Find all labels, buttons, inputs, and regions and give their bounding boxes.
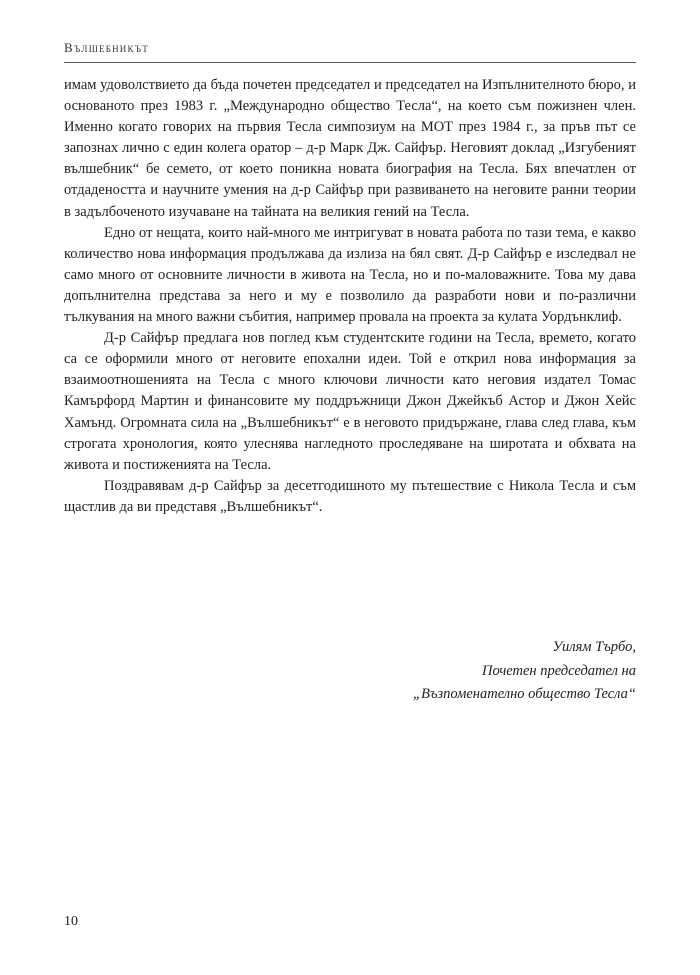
header-divider bbox=[64, 62, 636, 63]
page-number: 10 bbox=[64, 914, 78, 929]
paragraph-2: Едно от нещата, които най-много ме интригуват в новата работа по тази тема, е какво количество нова информация продължава да излиза на бял свят. Д-р Сайфър е изследвал не само много от основните личности в живота на Тесла, но и по-маловажните. Това му дава допълнителна представа за него и му е позволило да разработи нови и по-различни тълкувания на много важни събития, например провала на проекта за кулата Уордънклиф. bbox=[64, 224, 636, 326]
paragraph-3: Д-р Сайфър предлага нов поглед към студентските години на Тесла, времето, когато са се оформили много от неговите епохални идеи. Той е открил нова информация за взаимоотношенията на Тесла с много ключови личности като неговия издател Томас Камърфорд Мартин и финансовите му поддръжници Джон Джейкъб Астор и Джон Хейс Хамънд. Огромната сила на „Вълшебникът“ е в неговото придържане, глава след глава, към строгата хронология, която улеснява нагледното проследяване на широтата и обхвата на живота и постиженията на Тесла. bbox=[64, 330, 636, 473]
signature-title: Почетен председател на bbox=[482, 662, 636, 679]
signature-block bbox=[413, 636, 636, 707]
running-header: Вълшебникът bbox=[64, 40, 149, 55]
body-text bbox=[64, 75, 636, 518]
paragraph-1: имам удоволствието да бъда почетен председател и председател на Изпълнителното бюро, и основаното през 1983 г. „Международно общество Тесла“, на което съм пожизнен член. Именно когато говорих на първия Тесла симпозиум на МОТ през 1984 г., за пръв път се запознах лично с един колега оратор – д-р Марк Дж. Сайфър. Неговият доклад „Изгубеният вълшебник“ бе семето, от което поникна новата биография на Тесла. Бях впечатлен от отдадеността и научните умения на д-р Сайфър при развиването на неговите ранни теории в задълбоченото изучаване на тайната на великия гений на Тесла. bbox=[64, 77, 636, 220]
paragraph-4: Поздравявам д-р Сайфър за десетгодишното му пътешествие с Никола Тесла и съм щастлив да ви представя „Вълшебникът“. bbox=[64, 477, 636, 515]
signature-organization: „Възпоменателно общество Тесла“ bbox=[413, 686, 636, 702]
signature-name: Уилям Търбо, bbox=[552, 639, 636, 655]
